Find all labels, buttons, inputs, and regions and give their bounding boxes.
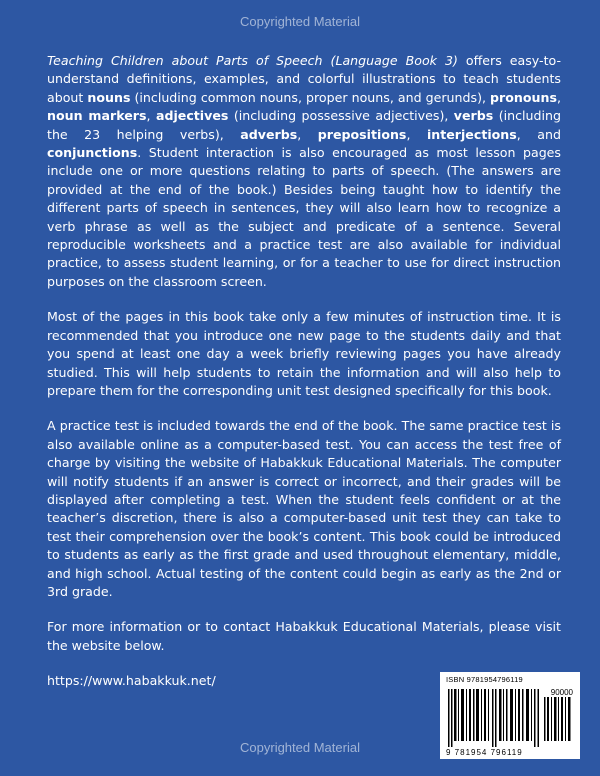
term-verbs: verbs	[453, 108, 494, 124]
watermark-bottom: Copyrighted Material	[240, 740, 360, 755]
text-run: . Student interaction is also encouraged as most lesson pages include one or more questions relating to parts of speech. (The answers are provided at the end of the book.) Besides being taught how to identify the different parts of speech in sentences, they will also learn how to recognize a verb phrase as well as the subject and predicate of a sentence. Several reproducible worksheets and a practice test are also available for individual practice, to assess student learning, or for a teacher to use for direct instruction purposes on the classroom screen.	[47, 145, 561, 289]
text-run: ,	[556, 89, 561, 105]
text-run: , and	[516, 126, 561, 142]
isbn-label: ISBN 9781954796119	[446, 675, 523, 684]
text-run: (including the 23 helping verbs),	[47, 108, 561, 142]
website-url: https://www.habakkuk.net/	[47, 673, 216, 689]
term-adverbs: adverbs	[240, 126, 298, 142]
text-run: (including common nouns, proper nouns, and gerunds),	[130, 89, 491, 105]
barcode-bars	[448, 689, 540, 747]
barcode-number: 9 781954 796119	[446, 748, 523, 757]
text-run: ,	[297, 126, 318, 142]
text-run: ,	[146, 108, 156, 124]
paragraph-practice-test: A practice test is included towards the end of the book. The same practice test is also available online as a computer-based test. You can access the test free of charge by visiting the website of Habakkuk Educational Materials. The computer will notify students if an answer is correct or incorrect, and their grades will be displayed after completing a test. When the student feels confident or at the teacher’s discretion, there is also a computer-based unit test they can take to test their comprehension over the book’s content. This book could be introduced to students as early as the first grade and used throughout elementary, middle, and high school. Actual testing of the content could begin as early as the 2nd or 3rd grade.	[47, 418, 561, 599]
back-cover-text	[47, 52, 561, 708]
text-run: offers easy-to-understand definitions, examples, and colorful illustrations to teach students about	[47, 53, 561, 105]
paragraph-description	[47, 52, 561, 291]
price-code: 90000	[550, 688, 573, 697]
term-noun-markers: noun markers	[47, 108, 147, 124]
paragraph-contact: For more information or to contact Habakkuk Educational Materials, please visit the website below.	[47, 619, 561, 653]
book-title: Teaching Children about Parts of Speech (Language Book 3)	[47, 53, 458, 68]
paragraph-instruction-time: Most of the pages in this book take only a few minutes of instruction time. It is recommended that you introduce one new page to the students daily and that you spend at least one day a week briefly reviewing pages you have already studied. This will help students to retain the information and will also help to prepare them for the corresponding unit test designed specifically for this book.	[47, 309, 561, 398]
term-interjections: interjections	[426, 126, 517, 142]
text-run: (including possessive adjectives),	[228, 108, 454, 124]
term-prepositions: prepositions	[317, 126, 407, 142]
term-conjunctions: conjunctions	[47, 145, 138, 161]
watermark-top: Copyrighted Material	[240, 14, 360, 29]
term-adjectives: adjectives	[155, 108, 229, 124]
price-barcode-bars	[544, 697, 572, 741]
term-pronouns: pronouns	[490, 89, 557, 105]
text-run: ,	[406, 126, 427, 142]
term-nouns: nouns	[87, 89, 131, 105]
